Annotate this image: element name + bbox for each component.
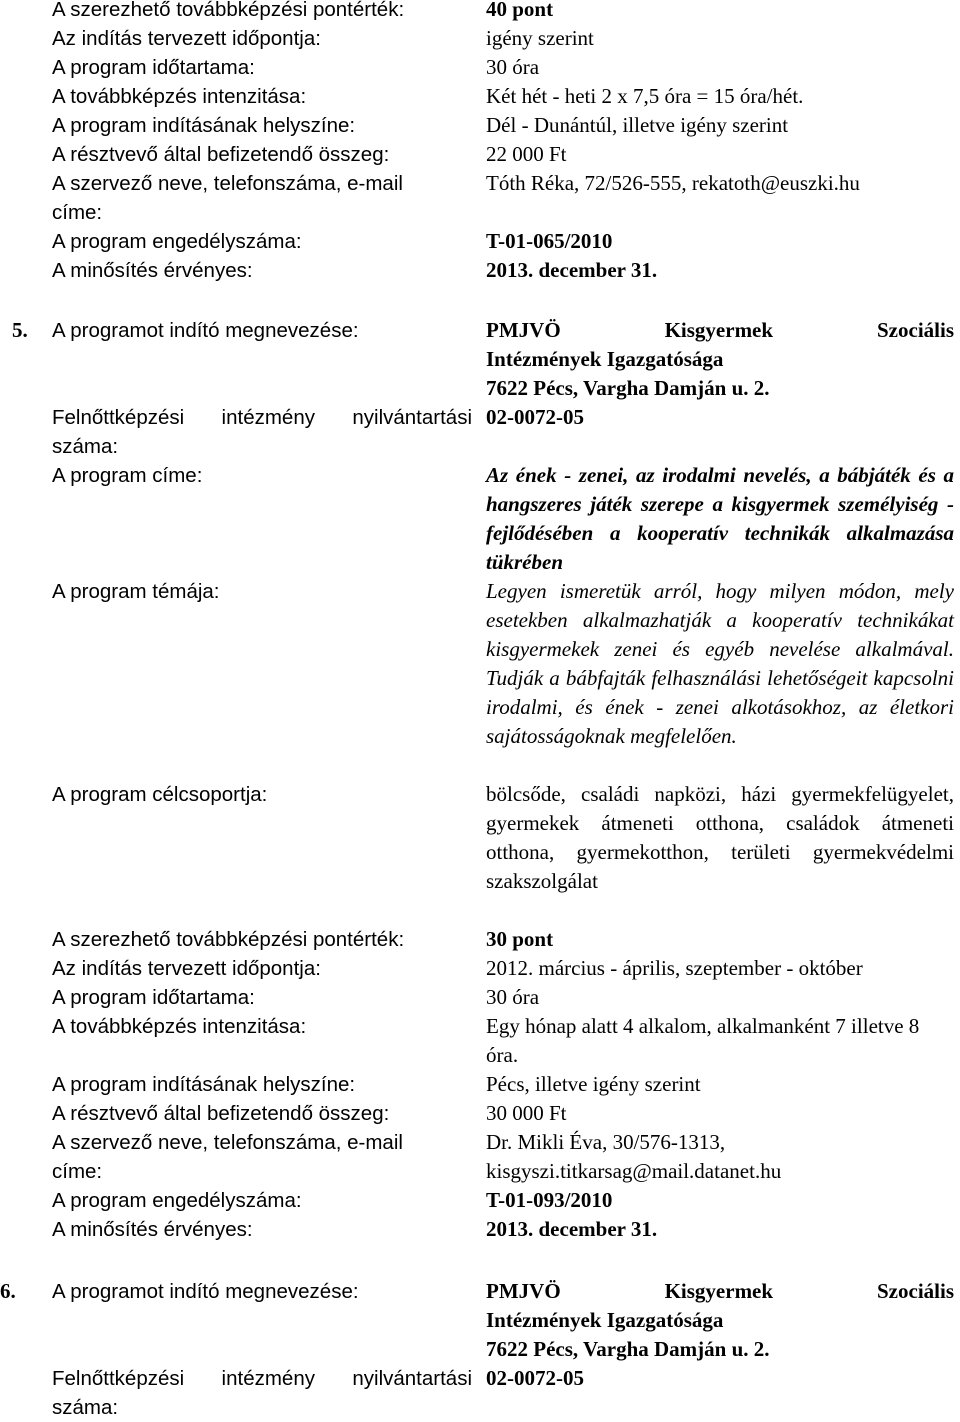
section-4-tail: [0, 0, 960, 285]
intensity-value-5: Egy hónap alatt 4 alkalom, alkalmanként 7 illetve 8 óra.: [486, 1014, 920, 1067]
organizer-row-cont: [0, 198, 960, 227]
intensity-row: [0, 82, 960, 111]
title-label: A program címe:: [52, 464, 203, 487]
intensity-label: A továbbképzés intenzitása:: [52, 85, 307, 108]
points-row-5: [0, 925, 960, 954]
reg-label-6-cont: száma:: [52, 1396, 119, 1419]
org-line-2: Intézmények Igazgatósága: [486, 347, 724, 371]
points-row: [0, 0, 960, 24]
org-row-6: [0, 1277, 960, 1306]
duration-row-5: [0, 983, 960, 1012]
org-row: [0, 316, 960, 345]
start-label-5: Az indítás tervezett időpontja:: [52, 957, 321, 980]
org-row-6-2: [0, 1306, 960, 1335]
org-line-1-6: PMJVÖ Kisgyermek Szociális: [486, 1279, 954, 1303]
valid-value-5: 2013. december 31.: [486, 1217, 658, 1241]
organizer-row-5: [0, 1128, 960, 1157]
valid-label-5: A minősítés érvényes:: [52, 1218, 253, 1241]
duration-row: [0, 53, 960, 82]
org-row-6-3: [0, 1335, 960, 1364]
location-value-5: Pécs, illetve igény szerint: [486, 1072, 701, 1096]
org-label-6: A programot indító megnevezése:: [52, 1280, 359, 1303]
target-label: A program célcsoportja:: [52, 783, 268, 806]
points-label: A szerezhető továbbképzési pontérték:: [52, 0, 405, 21]
reg-label-cont: száma:: [52, 435, 119, 458]
reg-row-6: [0, 1364, 960, 1393]
license-row-5: [0, 1186, 960, 1215]
valid-value: 2013. december 31.: [486, 258, 658, 282]
title-row: [0, 461, 960, 577]
start-row: [0, 24, 960, 53]
org-line-3-6: 7622 Pécs, Vargha Damján u. 2.: [486, 1337, 770, 1361]
fee-value-5: 30 000 Ft: [486, 1101, 567, 1125]
target-value: bölcsőde, családi napközi, házi gyermekfelügyelet, gyermekek átmeneti otthona, családok átmeneti otthona, gyermekotthon, területi gyermekvédelmi szakszolgálat: [486, 782, 954, 893]
start-value: igény szerint: [486, 26, 594, 50]
org-line-1: PMJVÖ Kisgyermek Szociális: [486, 318, 954, 342]
fee-row: [0, 140, 960, 169]
duration-label: A program időtartama:: [52, 56, 255, 79]
organizer-row: [0, 169, 960, 198]
org-row-2: [0, 345, 960, 374]
organizer-row-5-cont: [0, 1157, 960, 1186]
section-number-6: 6.: [0, 1279, 16, 1303]
topic-row: [0, 577, 960, 780]
license-label: A program engedélyszáma:: [52, 230, 302, 253]
reg-value: 02-0072-05: [486, 405, 584, 429]
title-value: Az ének - zenei, az irodalmi nevelés, a bábjáték és a hangszeres játék szerepe a kisgyermek személyiség - fejlődésében a kooperatív technikák alkalmazása tükrében: [486, 463, 954, 574]
valid-label: A minősítés érvényes:: [52, 259, 253, 282]
location-label-5: A program indításának helyszíne:: [52, 1073, 356, 1096]
reg-row-2: [0, 432, 960, 461]
organizer-email-5: kisgyszi.titkarsag@mail.datanet.hu: [486, 1159, 782, 1183]
points-value-5: 30 pont: [486, 927, 554, 951]
intensity-value: Két hét - heti 2 x 7,5 óra = 15 óra/hét.: [486, 84, 804, 108]
reg-row: [0, 403, 960, 432]
location-value: Dél - Dunántúl, illetve igény szerint: [486, 113, 789, 137]
duration-value-5: 30 óra: [486, 985, 540, 1009]
valid-row: [0, 256, 960, 285]
reg-value-6: 02-0072-05: [486, 1366, 584, 1390]
license-row: [0, 227, 960, 256]
license-value: T-01-065/2010: [486, 229, 613, 253]
fee-label-5: A résztvevő által befizetendő összeg:: [52, 1102, 390, 1125]
start-value-5: 2012. március - április, szeptember - október: [486, 956, 863, 980]
target-row: [0, 780, 960, 925]
fee-value: 22 000 Ft: [486, 142, 567, 166]
topic-value: Legyen ismeretük arról, hogy milyen módon, mely esetekben alkalmazhatják a kooperatív technikákat kisgyermekek zenei és egyéb nevelése alkalmával. Tudják a bábfajták felhasználási lehetőségeit kapcsolni irodalmi, és ének - zenei alkotásokhoz, az életkori sajátosságoknak megfelelően.: [486, 579, 954, 748]
org-label: A programot indító megnevezése:: [52, 319, 359, 342]
organizer-value: Tóth Réka, 72/526-555, rekatoth@euszki.hu: [486, 171, 860, 195]
points-label-5: A szerezhető továbbképzési pontérték:: [52, 928, 405, 951]
intensity-label-5: A továbbképzés intenzitása:: [52, 1015, 307, 1038]
org-row-3: [0, 374, 960, 403]
location-label: A program indításának helyszíne:: [52, 114, 356, 137]
fee-label: A résztvevő által befizetendő összeg:: [52, 143, 390, 166]
organizer-value-5: Dr. Mikli Éva, 30/576-1313,: [486, 1130, 726, 1154]
topic-label: A program témája:: [52, 580, 220, 603]
section-6: [0, 1277, 960, 1422]
location-row-5: [0, 1070, 960, 1099]
org-line-3: 7622 Pécs, Vargha Damján u. 2.: [486, 376, 770, 400]
start-label: Az indítás tervezett időpontja:: [52, 27, 321, 50]
points-value: 40 pont: [486, 0, 554, 21]
duration-value: 30 óra: [486, 55, 540, 79]
license-value-5: T-01-093/2010: [486, 1188, 613, 1212]
intensity-row-5: [0, 1012, 960, 1070]
start-row-5: [0, 954, 960, 983]
duration-label-5: A program időtartama:: [52, 986, 255, 1009]
organizer-label: A szervező neve, telefonszáma, e-mail: [52, 172, 403, 195]
section-number: 5.: [12, 318, 28, 342]
valid-row-5: [0, 1215, 960, 1244]
reg-label-6: Felnőttképzési intézmény nyilvántartási: [52, 1367, 472, 1390]
section-5: [0, 316, 960, 1244]
location-row: [0, 111, 960, 140]
license-label-5: A program engedélyszáma:: [52, 1189, 302, 1212]
fee-row-5: [0, 1099, 960, 1128]
org-line-2-6: Intézmények Igazgatósága: [486, 1308, 724, 1332]
organizer-label-5: A szervező neve, telefonszáma, e-mail: [52, 1131, 403, 1154]
reg-label: Felnőttképzési intézmény nyilvántartási: [52, 406, 472, 429]
organizer-label-cont: címe:: [52, 201, 103, 224]
organizer-label-5-cont: címe:: [52, 1160, 103, 1183]
